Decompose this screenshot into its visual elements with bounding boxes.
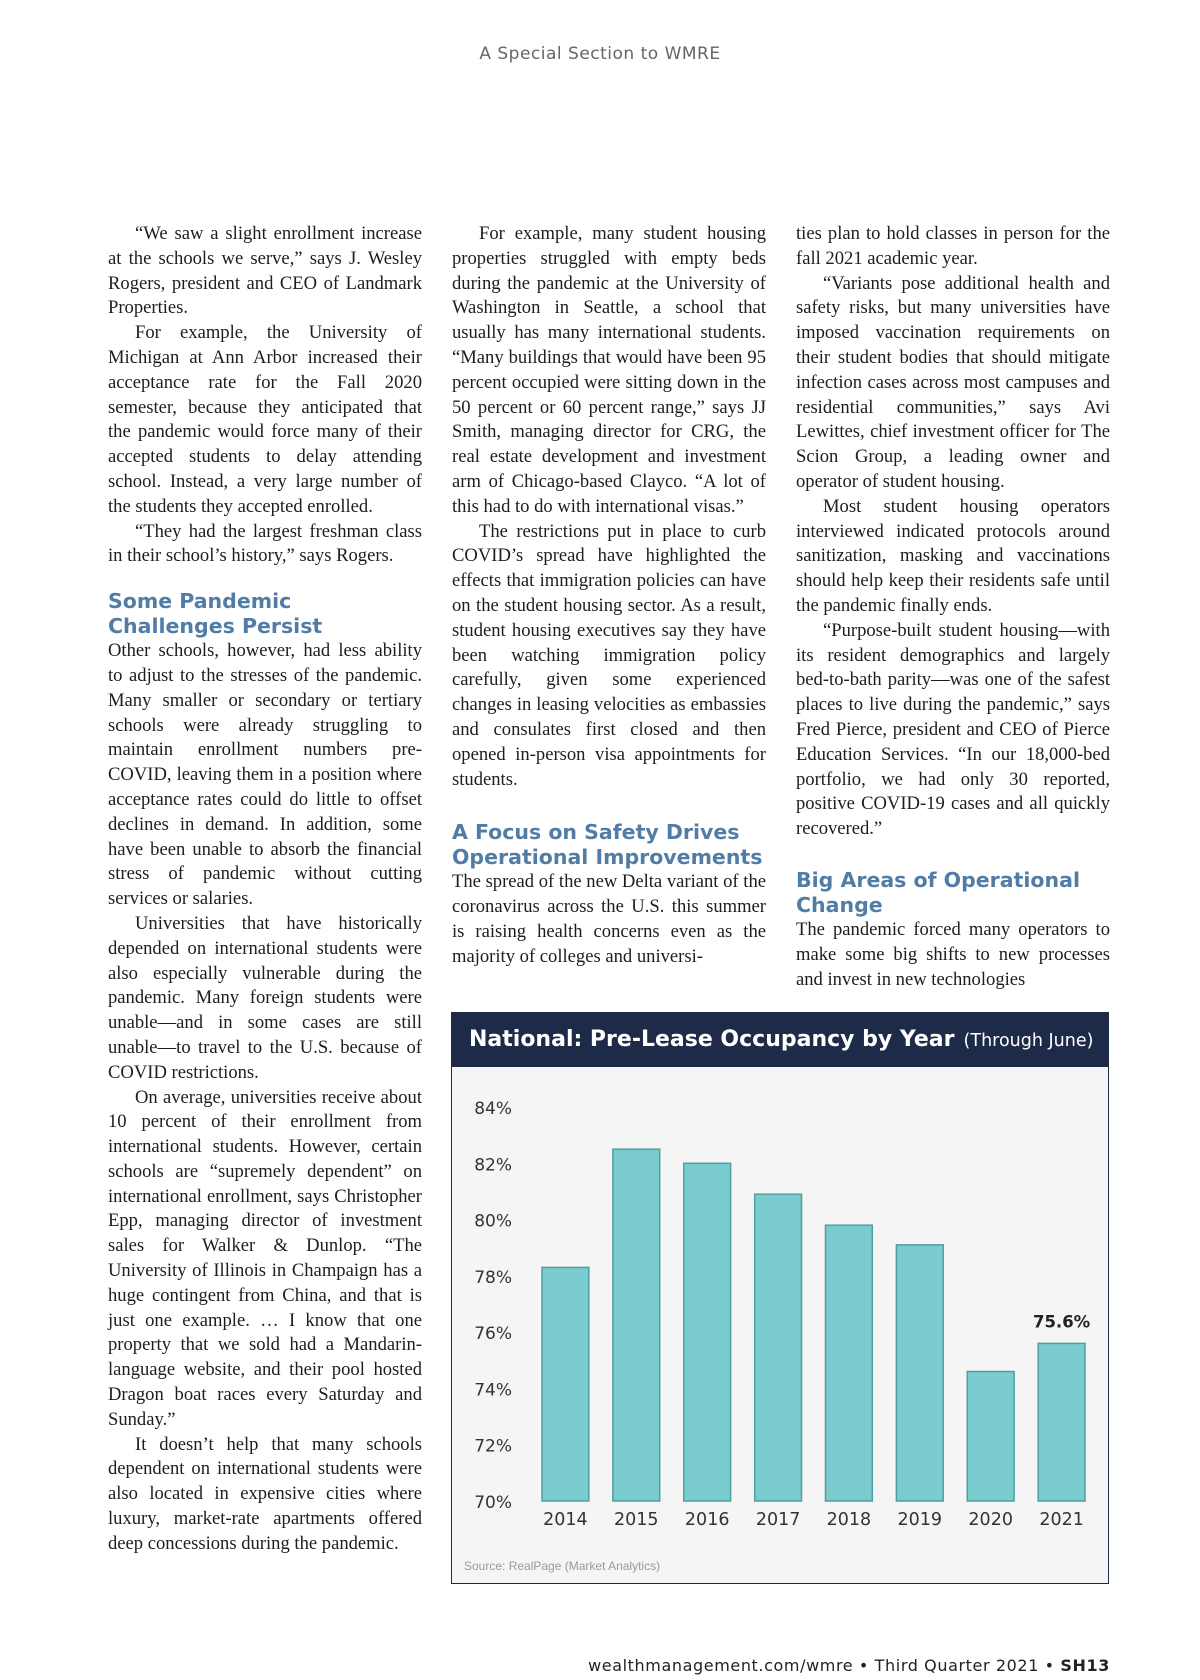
- footer-separator: •: [853, 1656, 875, 1675]
- data-label: 75.6%: [1032, 1312, 1091, 1332]
- occupancy-chart: [451, 1012, 1109, 1584]
- chart-plot: [452, 1067, 1107, 1557]
- paragraph: “Purpose-built student housing—with its resident demographics and largely bed-to-bath parity—was one of the safest places to live during the pandemic,” says Fred Pierce, president and CEO of Pierce Education Services. “In our 18,000-bed portfolio, we had only 30 reported, positive COVID-19 cases and all quickly recovered.”: [796, 619, 1110, 840]
- paragraph: The pandemic forced many operators to make some big shifts to new processes and invest in new technologies: [796, 918, 1110, 990]
- bar-2018: [826, 1225, 873, 1501]
- chart-source: Source: RealPage (Market Analytics): [464, 1559, 661, 1573]
- paragraph: “We saw a slight enrollment increase at the schools we serve,” says J. Wesley Rogers, president and CEO of Landmark Properties.: [108, 223, 422, 319]
- bar-2021: [1038, 1343, 1085, 1501]
- chart-title: National: Pre-Lease Occupancy by Year: [469, 1027, 955, 1052]
- y-tick-label: 74%: [474, 1380, 512, 1401]
- paragraph: Most student housing operators interviewed indicated protocols around sanitization, masking and vaccinations should help keep their residents safe until the pandemic finally ends.: [796, 495, 1110, 616]
- x-tick-label: 2019: [897, 1510, 943, 1530]
- x-tick-label: 2016: [684, 1510, 730, 1530]
- paragraph: For example, the University of Michigan at Ann Arbor increased their acceptance rate for the Fall 2020 semester, because they anticipated that the pandemic would force many of their accepted students to delay attending school. Instead, a very large number of the students they accepted enrolled.: [108, 322, 422, 517]
- bar-2019: [896, 1245, 943, 1501]
- section-heading: A Focus on Safety Drives Operational Improvements: [452, 820, 763, 870]
- bar-2016: [684, 1163, 731, 1501]
- paragraph: On average, universities receive about 10 percent of their enrollment from international students. However, certain schools are “supremely dependent” on international enrollment, says Christopher Epp, managing director of investment sales for Walker & Dunlop. “The University of Illinois in Champaign has a huge contingent from China, and that is just one example. … I know that one property that we sold had a Mandarin-language website, and their pool hosted Dragon boat races every Saturday and Sunday.”: [108, 1086, 422, 1430]
- paragraph: ties plan to hold classes in person for the fall 2021 academic year.: [796, 223, 1110, 269]
- bar-2014: [542, 1267, 589, 1501]
- bar-2020: [967, 1372, 1014, 1502]
- section-heading: Big Areas of Operational Change: [796, 867, 1080, 917]
- chart-subtitle: (Through June): [963, 1031, 1094, 1051]
- paragraph: “They had the largest freshman class in their school’s history,” says Rogers.: [108, 520, 422, 567]
- x-tick-label: 2017: [755, 1510, 801, 1530]
- paragraph: Universities that have historically depended on international students were also especially vulnerable during the pandemic. Many foreign students were unable—and in some cases are still unable—to travel to the U.S. because of COVID restrictions.: [108, 912, 422, 1083]
- section-heading: Some Pandemic Challenges Persist: [108, 589, 323, 639]
- footer-separator: •: [1038, 1656, 1061, 1675]
- paragraph: It doesn’t help that many schools dependent on international students were also located in expensive cities where luxury, market-rate apartments offered deep concessions during the pandemic.: [108, 1433, 422, 1554]
- bar-2015: [613, 1149, 660, 1501]
- column-1: [108, 222, 422, 1557]
- column-2: [452, 222, 766, 970]
- running-head: A Special Section to WMRE: [479, 44, 721, 64]
- x-tick-label: 2020: [968, 1510, 1013, 1530]
- y-tick-label: 76%: [474, 1324, 512, 1345]
- x-tick-label: 2018: [826, 1510, 872, 1530]
- x-tick-label: 2015: [614, 1510, 659, 1530]
- x-tick-label: 2014: [543, 1510, 588, 1530]
- y-tick-label: 80%: [474, 1211, 512, 1232]
- page-number: SH13: [1060, 1656, 1110, 1675]
- bar-2017: [755, 1194, 802, 1501]
- paragraph: For example, many student housing properties struggled with empty beds during the pandemic at the University of Washington in Seattle, a school that usually has many international students. “Many buildings that would have been 95 percent occupied were sitting down in the 50 percent or 60 percent range,” says JJ Smith, managing director for CRG, the real estate development and investment arm of Chicago-based Clayco. “A lot of this had to do with international visas.”: [452, 223, 766, 517]
- paragraph: Other schools, however, had less ability to adjust to the stresses of the pandemic. Many smaller or secondary or tertiary schools were already struggling to maintain enrollment numbers pre-COVID, leaving them in a position where acceptance rates could do little to offset declines in demand. In addition, some have been unable to absorb the financial stress of pandemic without cutting services or salaries.: [108, 640, 422, 910]
- y-tick-label: 84%: [474, 1099, 512, 1119]
- y-tick-label: 82%: [474, 1155, 512, 1176]
- paragraph: The spread of the new Delta variant of the coronavirus across the U.S. this summer is raising health concerns even as the majority of colleges and universi-: [452, 871, 766, 967]
- x-tick-label: 2021: [1039, 1510, 1084, 1530]
- paragraph: “Variants pose additional health and safety risks, but many universities have imposed vaccination requirements on their student bodies that should mitigate infection cases across most campuses and residential communities,” says Avi Lewittes, chief investment officer for The Scion Group, a leading owner and operator of student housing.: [796, 272, 1110, 492]
- column-3: [796, 222, 1110, 992]
- y-tick-label: 72%: [474, 1436, 512, 1457]
- footer-issue: Third Quarter 2021: [874, 1656, 1039, 1675]
- page-footer: [588, 1656, 1110, 1675]
- footer-site: wealthmanagement.com/wmre: [588, 1656, 854, 1675]
- y-tick-label: 78%: [474, 1267, 512, 1288]
- paragraph: The restrictions put in place to curb COVID’s spread have highlighted the effects that immigration policies can have on the student housing sector. As a result, student housing executives say they have been watching immigration policy carefully, given some experienced changes in leasing velocities as embassies and consulates first closed and then opened in-person visa appointments for students.: [452, 520, 766, 790]
- chart-header: [452, 1013, 1108, 1067]
- y-tick-label: 70%: [474, 1493, 512, 1513]
